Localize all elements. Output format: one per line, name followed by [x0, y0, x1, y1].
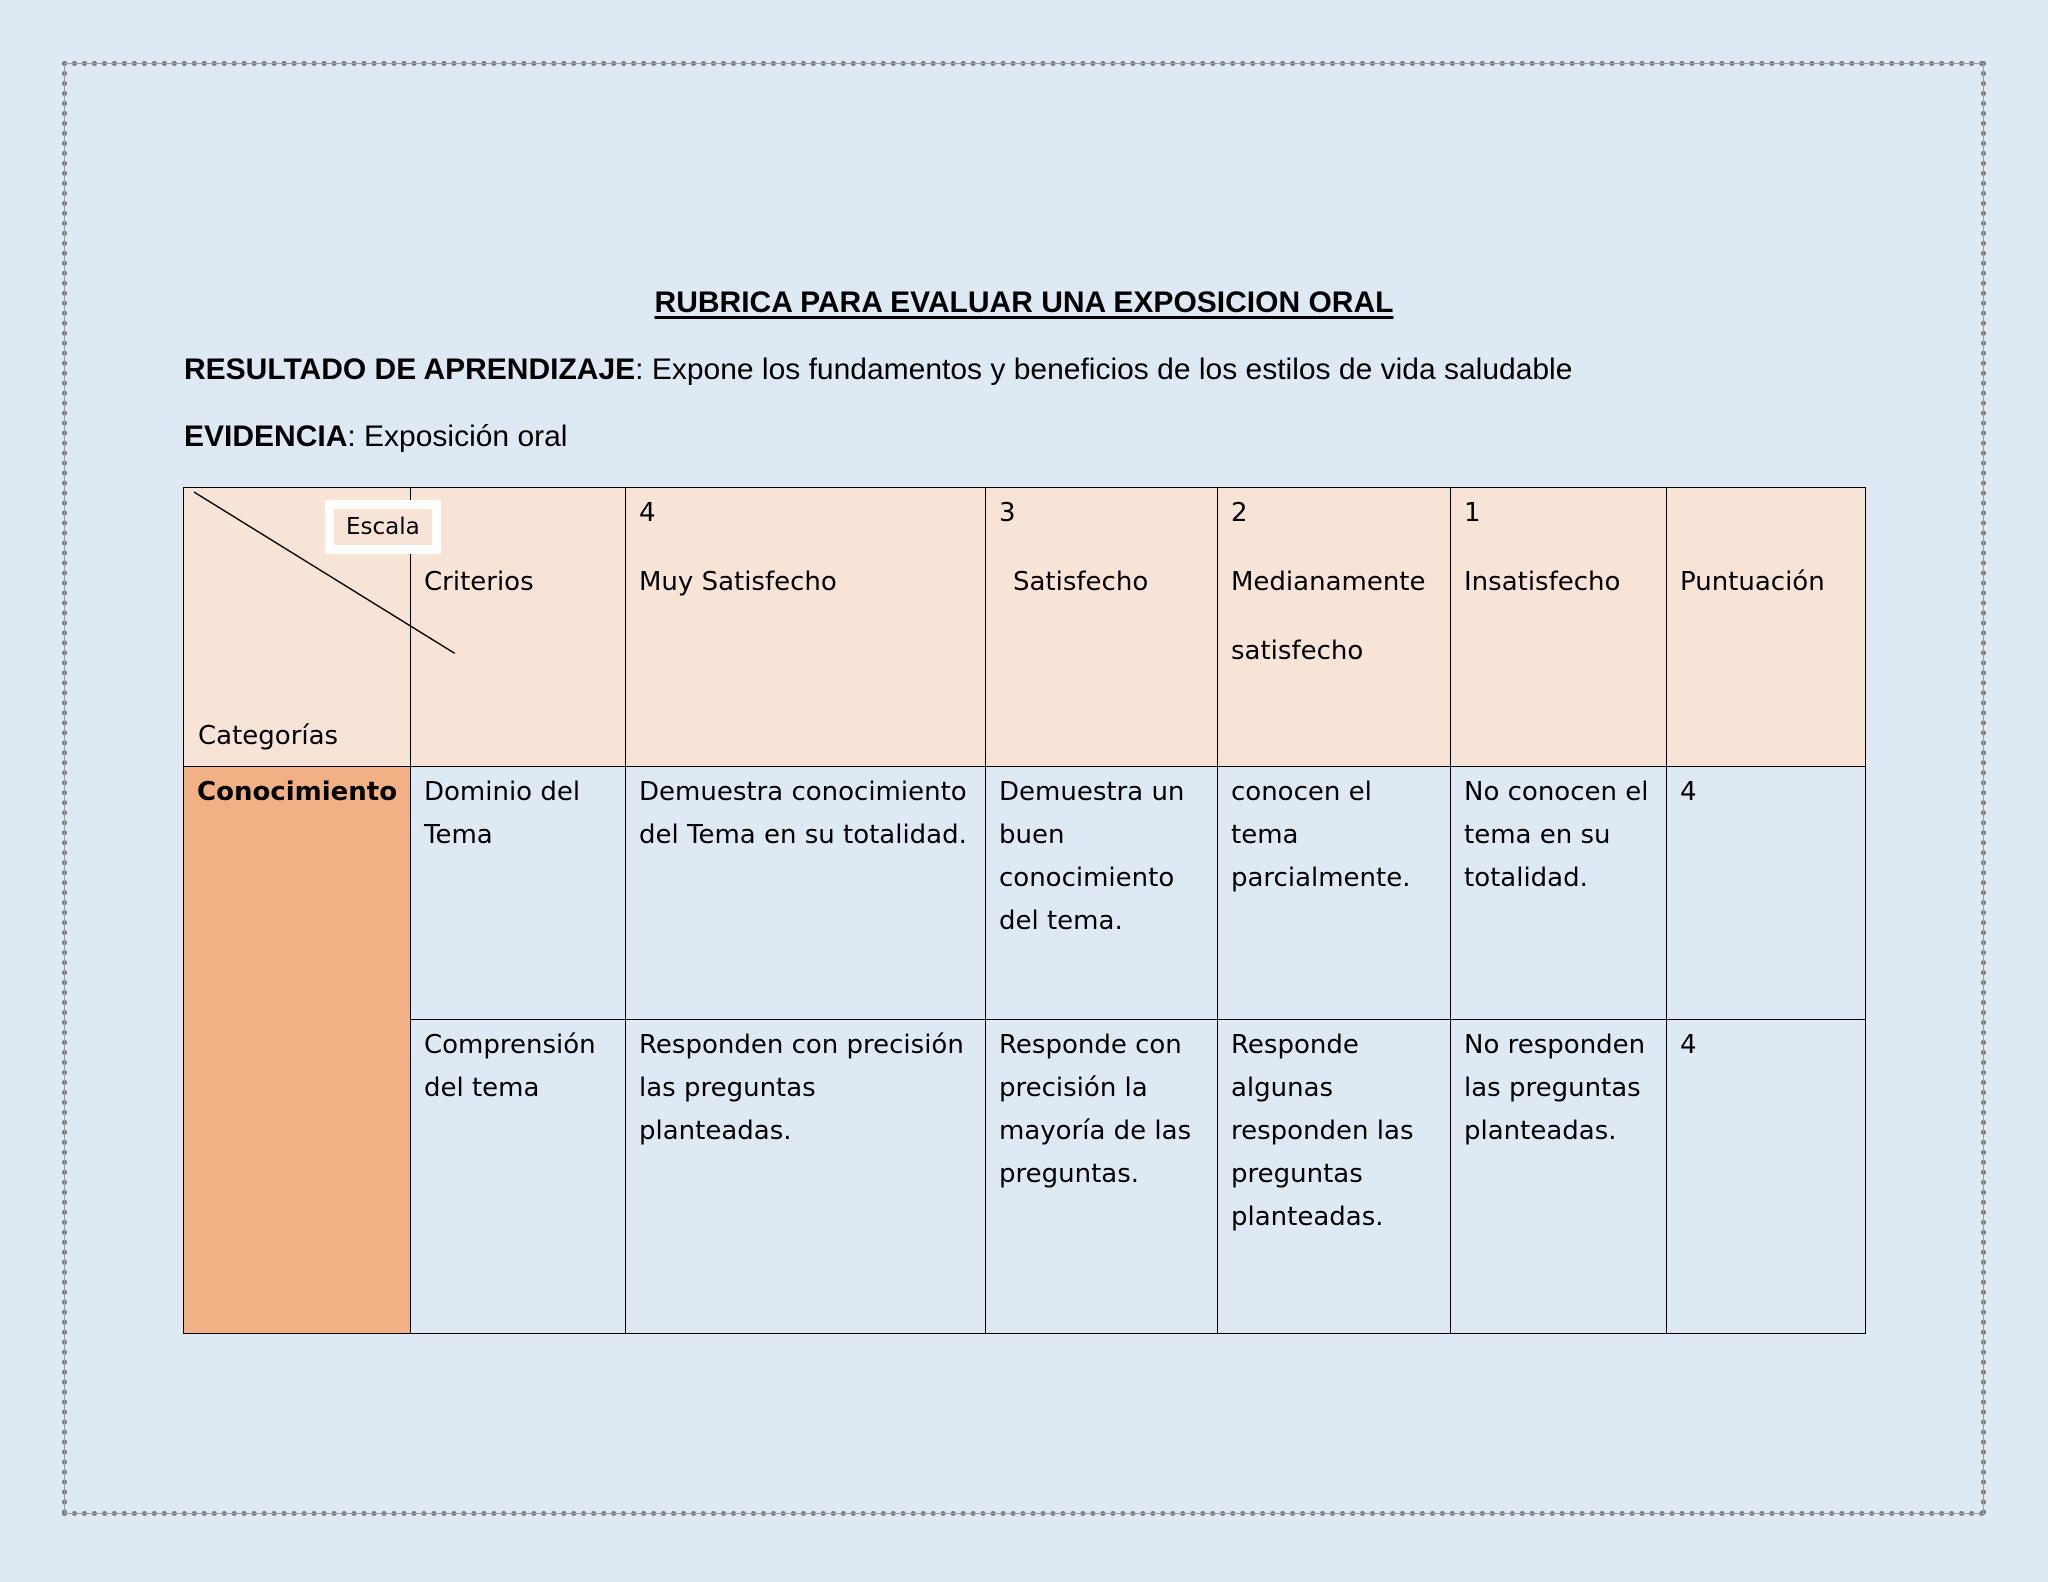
scale-3-cell: Demuestra un buen conocimiento del tema.: [986, 767, 1218, 1020]
scale-3-number: 3: [999, 498, 1016, 528]
header-scale-1: [1451, 488, 1667, 767]
table-row: [184, 1020, 1866, 1334]
header-scale-4: [626, 488, 986, 767]
scale-4-cell: Demuestra conocimiento del Tema en su totalidad.: [626, 767, 986, 1020]
header-scale-3: [986, 488, 1218, 767]
scale-4-label: Muy Satisfecho: [639, 567, 837, 597]
categorias-label: Categorías: [198, 721, 339, 751]
evidencia-label: EVIDENCIA: [184, 420, 348, 453]
resultado-label: RESULTADO DE APRENDIZAJE: [184, 353, 636, 386]
scale-4-number: 4: [639, 498, 656, 528]
criterio-cell: Comprensión del tema: [411, 1020, 626, 1334]
evidencia-text: : Exposición oral: [347, 420, 568, 453]
scale-2-cell: conocen el tema parcialmente.: [1218, 767, 1451, 1020]
page-title: RUBRICA PARA EVALUAR UNA EXPOSICION ORAL: [654, 286, 1394, 319]
scale-3-cell: Responde con precisión la mayoría de las preguntas.: [986, 1020, 1218, 1334]
scale-1-label: Insatisfecho: [1464, 567, 1621, 597]
scale-1-number: 1: [1464, 498, 1481, 528]
header-row: [184, 488, 1866, 767]
puntuacion-cell: 4: [1667, 1020, 1866, 1334]
criterio-cell: Dominio del Tema: [411, 767, 626, 1020]
puntuacion-cell: 4: [1667, 767, 1866, 1020]
corner-cell: [184, 488, 420, 767]
table-row: [184, 767, 1866, 1020]
scale-4-cell: Responden con precisión las preguntas planteadas.: [626, 1020, 986, 1334]
escala-label: Escala: [325, 500, 441, 554]
scale-1-cell: No conocen el tema en su totalidad.: [1451, 767, 1667, 1020]
header-criterios: Criterios: [411, 488, 626, 767]
header-puntuacion: Puntuación: [1667, 488, 1866, 767]
evidencia-line: [184, 420, 567, 454]
scale-2-cell: Responde algunas responden las preguntas planteadas.: [1218, 1020, 1451, 1334]
category-cell: Conocimiento: [184, 767, 411, 1334]
scale-3-label: Satisfecho: [1013, 567, 1149, 597]
scale-2-label-1: Medianamente: [1231, 567, 1426, 597]
scale-1-cell: No responden las preguntas planteadas.: [1451, 1020, 1667, 1334]
resultado-line: [184, 353, 1572, 387]
rubric-table: [183, 487, 1866, 1334]
resultado-text: : Expone los fundamentos y beneficios de los estilos de vida saludable: [635, 353, 1573, 386]
header-scale-2: [1218, 488, 1451, 767]
scale-2-label-2: satisfecho: [1231, 636, 1364, 666]
scale-2-number: 2: [1231, 498, 1248, 528]
